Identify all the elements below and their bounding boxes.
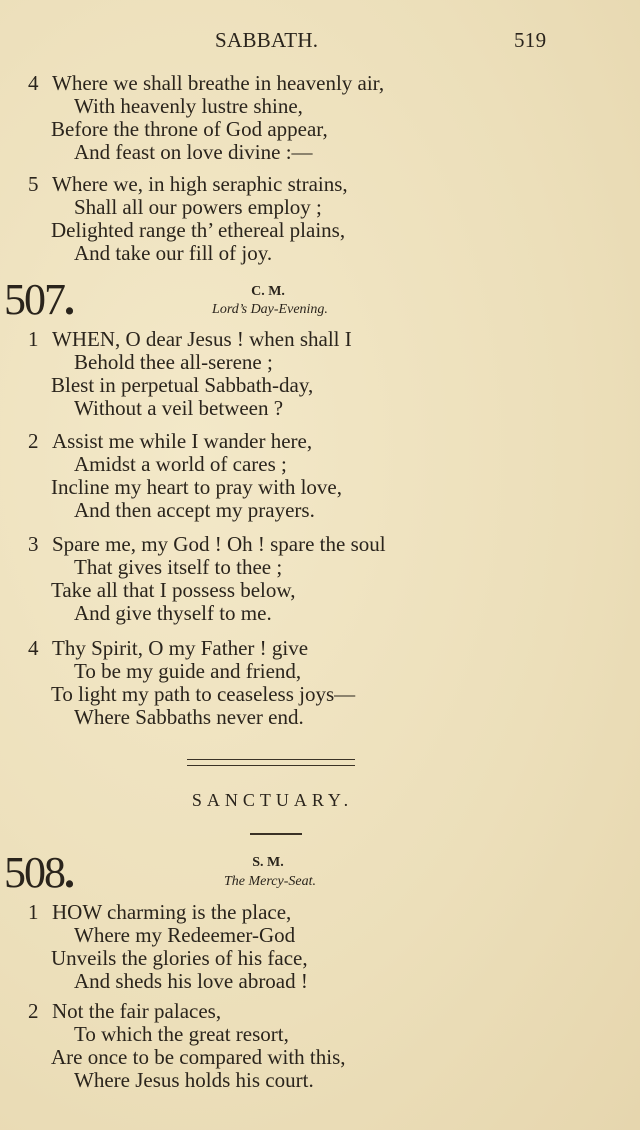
verse-line: Behold thee all-serene ; — [74, 350, 273, 374]
verse-line: Before the throne of God appear, — [51, 117, 328, 141]
verse-line: Unveils the glories of his face, — [51, 946, 308, 970]
running-head-title: SABBATH. — [215, 28, 319, 52]
verse-number: 3 — [28, 532, 39, 556]
verse-line: Delighted range th’ ethereal plains, — [51, 218, 346, 242]
verse-line: Incline my heart to pray with love, — [51, 475, 342, 499]
hymn-number: 508. — [4, 848, 73, 897]
verse-line: Take all that I possess below, — [51, 578, 296, 602]
verse-line: With heavenly lustre shine, — [74, 94, 303, 118]
verse-line: That gives itself to thee ; — [74, 555, 283, 579]
verse-number: 2 — [28, 429, 39, 453]
verse-number: 1 — [28, 327, 39, 351]
section-title: SANCTUARY. — [191, 790, 354, 810]
verse-line: 4 Where we shall breathe in heavenly air, — [28, 71, 385, 95]
verse-line: Are once to be compared with this, — [51, 1045, 346, 1069]
verse-line: 5 Where we, in high seraphic strains, — [28, 172, 348, 196]
verse-line: Shall all our powers employ ; — [74, 195, 322, 219]
page-number: 519 — [514, 28, 547, 52]
verse-line: Blest in perpetual Sabbath-day, — [51, 373, 314, 397]
verse-line: Where Sabbaths never end. — [74, 705, 304, 729]
verse-number: 1 — [28, 900, 39, 924]
verse-line: Where Jesus holds his court. — [74, 1068, 314, 1092]
verse-number: 4 — [28, 71, 39, 95]
verse-line: To which the great resort, — [74, 1022, 289, 1046]
verse-line: 1 HOW charming is the place, — [28, 900, 292, 924]
hymn-number: 507. — [4, 275, 73, 324]
verse-line: 2 Assist me while I wander here, — [28, 429, 313, 453]
verse-line: And take our fill of joy. — [74, 241, 273, 265]
verse-line: Amidst a world of cares ; — [74, 452, 287, 476]
verse-line: And give thyself to me. — [74, 601, 272, 625]
verse-line: And then accept my prayers. — [74, 498, 315, 522]
verse-number: 5 — [28, 172, 39, 196]
verse-line: Without a veil between ? — [74, 396, 284, 420]
verse-line: 1 WHEN, O dear Jesus ! when shall I — [28, 327, 352, 351]
verse-line: And sheds his love abroad ! — [74, 969, 308, 993]
verse-line: Where my Redeemer-God — [74, 923, 296, 947]
double-rule-divider — [187, 759, 355, 766]
single-rule-divider — [250, 833, 302, 835]
hymn-title: The Mercy-Seat. — [224, 874, 316, 889]
verse-line: 2 Not the fair palaces, — [28, 999, 222, 1023]
hymn-title: Lord’s Day-Evening. — [212, 302, 328, 317]
verse-line: To be my guide and friend, — [74, 659, 302, 683]
hymn-meter: C. M. — [251, 284, 285, 299]
verse-number: 4 — [28, 636, 39, 660]
verse-line: To light my path to ceaseless joys— — [51, 682, 356, 706]
verse-line: 4 Thy Spirit, O my Father ! give — [28, 636, 309, 660]
verse-number: 2 — [28, 999, 39, 1023]
verse-line: 3 Spare me, my God ! Oh ! spare the soul — [28, 532, 386, 556]
hymn-meter: S. M. — [252, 855, 284, 870]
verse-line: And feast on love divine :— — [74, 140, 313, 164]
